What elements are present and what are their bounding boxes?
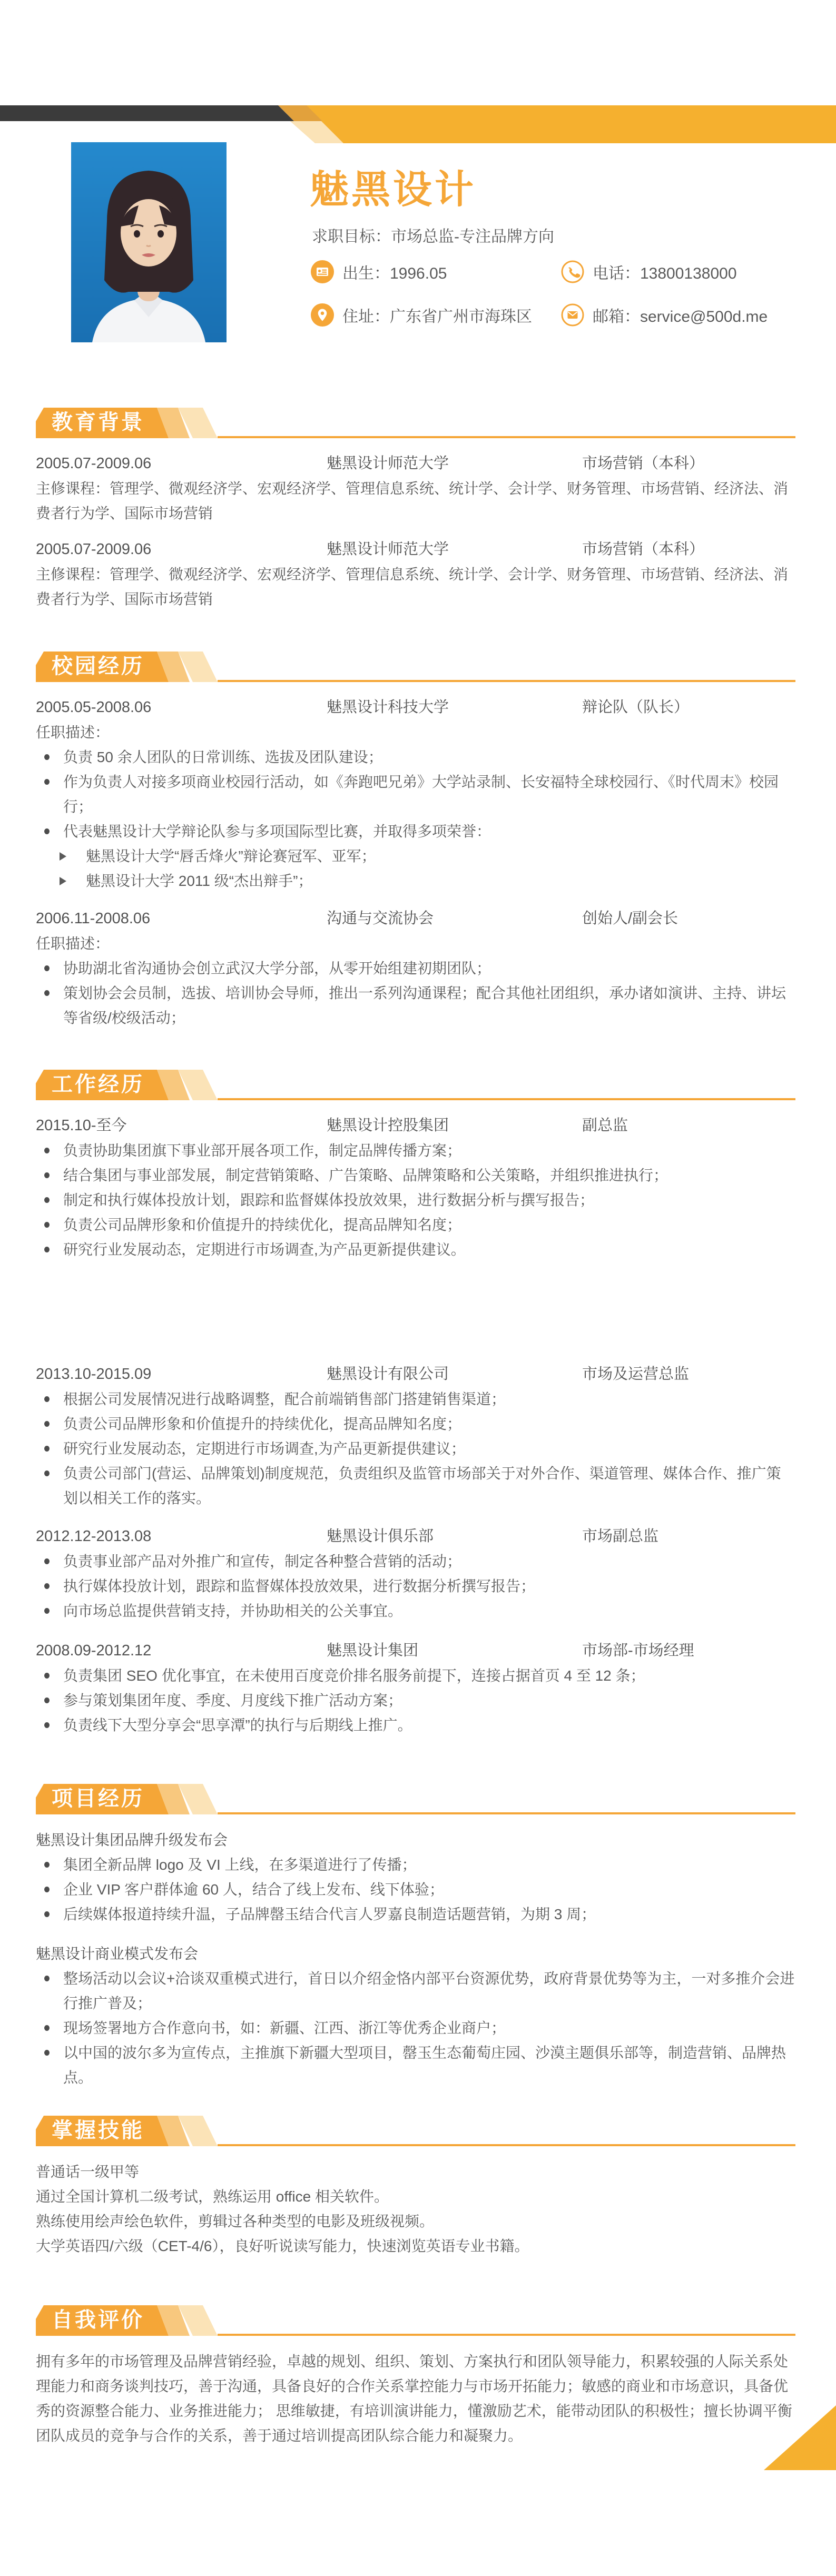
contact-phone-text: 电话：13800138000 [593, 265, 737, 282]
work-company: 魅黑设计集团 [327, 1642, 419, 1659]
banner-underline [218, 680, 795, 682]
contact-birth [311, 260, 561, 283]
work-bullet: 负责事业部产品对外推广和宣传，制定各种整合营销的活动； [36, 1549, 795, 1574]
skill-line: 通过全国计算机二级考试，熟练运用 office 相关软件。 [36, 2188, 389, 2205]
campus-org: 沟通与交流协会 [327, 910, 434, 927]
campus-org: 魅黑设计科技大学 [327, 699, 449, 716]
project-bullet: 企业 VIP 客户群体逾 60 人，结合了线上发布、线下体验； [36, 1877, 795, 1902]
phone-icon [561, 260, 584, 283]
job-objective: 求职目标：市场总监-专注品牌方向 [312, 228, 554, 245]
work-title: 市场部-市场经理 [582, 1642, 694, 1659]
desc-label: 任职描述： [36, 724, 110, 741]
project-bullet: 整场活动以会议+洽谈双重模式进行，首日以介绍金恪内部平台资源优势，政府背景优势等为主，一对多推介会进行推广普及； [36, 1966, 795, 2016]
contact-address-text: 住址：广东省广州市海珠区 [342, 308, 532, 325]
section-banner-skills [36, 2116, 795, 2146]
edu-date: 2005.07-2009.06 [36, 455, 152, 472]
section-title-evaluation: 自我评价 [52, 2308, 144, 2332]
location-icon [311, 303, 334, 327]
work-title: 副总监 [582, 1117, 628, 1134]
campus-sub-bullet: 魅黑设计大学“唇舌烽火”辩论赛冠军、亚军； [36, 844, 795, 868]
work-entry-row [36, 1524, 795, 1549]
work-bullet: 根据公司发展情况进行战略调整，配合前端销售部门搭建销售渠道； [36, 1387, 795, 1412]
projects-content [36, 1814, 795, 2090]
candidate-name: 魅黑设计 [310, 167, 476, 211]
work-company: 魅黑设计控股集团 [327, 1117, 449, 1134]
section-banner-work [36, 1070, 795, 1100]
edu-major: 市场营销（本科） [582, 455, 705, 472]
edu-school: 魅黑设计师范大学 [327, 541, 449, 558]
banner-underline [218, 2144, 795, 2146]
campus-bullet: 策划协会会员制，选拔、培训协会导师，推出一系列沟通课程；配合其他社团组织，承办诸如演讲、主持、讲坛等省级/校级活动； [36, 981, 795, 1030]
section-banner-education [36, 408, 795, 438]
section-banner-evaluation [36, 2305, 795, 2336]
work-entry-row [36, 1113, 795, 1138]
work-title: 市场及运营总监 [582, 1366, 690, 1383]
work-content [36, 1100, 795, 1738]
top-decor-bar [0, 105, 836, 143]
work-bullet: 负责公司品牌形象和价值提升的持续优化，提高品牌知名度； [36, 1212, 795, 1237]
work-bullet: 执行媒体投放计划，跟踪和监督媒体投放效果，进行数据分析撰写报告； [36, 1574, 795, 1598]
section-banner-campus [36, 652, 795, 682]
work-company: 魅黑设计有限公司 [327, 1366, 449, 1383]
campus-bullet: 作为负责人对接多项商业校园行活动，如《奔跑吧兄弟》大学站录制、长安福特全球校园行、《时代周末》校园行； [36, 769, 795, 819]
campus-bullet: 协助湖北省沟通协会创立武汉大学分部，从零开始组建初期团队； [36, 956, 795, 981]
section-title-education: 教育背景 [52, 411, 144, 434]
evaluation-content [36, 2336, 795, 2448]
work-date: 2015.10-至今 [36, 1117, 127, 1134]
skill-line: 熟练使用绘声绘色软件，剪辑过各种类型的电影及班级视频。 [36, 2213, 435, 2229]
skill-line: 普通话一级甲等 [36, 2164, 140, 2180]
work-date: 2008.09-2012.12 [36, 1642, 152, 1659]
banner-underline [218, 1812, 795, 1814]
work-bullet: 研究行业发展动态，定期进行市场调查,为产品更新提供建议； [36, 1436, 795, 1461]
edu-school: 魅黑设计师范大学 [327, 455, 449, 472]
campus-sub-bullet: 魅黑设计大学 2011 级“杰出辩手”； [36, 868, 795, 893]
mail-icon [561, 303, 584, 327]
work-entry-row [36, 1639, 795, 1663]
work-bullet: 负责公司品牌形象和价值提升的持续优化，提高品牌知名度； [36, 1412, 795, 1436]
banner-underline [218, 2334, 795, 2336]
project-bullet: 集团全新品牌 logo 及 VI 上线，在多渠道进行了传播； [36, 1852, 795, 1877]
contact-birth-text: 出生：1996.05 [342, 265, 447, 282]
campus-date: 2005.05-2008.06 [36, 699, 152, 716]
banner-underline [218, 436, 795, 438]
campus-bullet: 负责 50 余人团队的日常训练、选拔及团队建设； [36, 745, 795, 769]
work-date: 2012.12-2013.08 [36, 1528, 152, 1545]
campus-role: 辩论队（队长） [582, 699, 690, 716]
edu-major: 市场营销（本科） [582, 541, 705, 558]
profile-photo [71, 142, 227, 342]
section-title-projects: 项目经历 [52, 1787, 144, 1810]
education-entry-row [36, 451, 795, 476]
skills-content [36, 2146, 795, 2258]
campus-entry-row [36, 695, 795, 720]
contact-grid [311, 260, 768, 327]
project-bullet: 后续媒体报道持续升温，子品牌罄玉结合代言人罗嘉良制造话题营销，为期 3 周； [36, 1902, 795, 1927]
section-title-campus: 校园经历 [52, 655, 144, 678]
campus-entry-row [36, 906, 795, 931]
education-content [36, 438, 795, 611]
project-name: 魅黑设计集团品牌升级发布会 [36, 1832, 228, 1848]
work-bullet: 结合集团与事业部发展，制定营销策略、广告策略、品牌策略和公关策略，并组织推进执行； [36, 1163, 795, 1188]
desc-label: 任职描述： [36, 935, 110, 952]
contact-address [311, 303, 561, 327]
work-title: 市场副总监 [582, 1528, 659, 1545]
project-bullet: 现场签署地方合作意向书，如：新疆、江西、浙江等优秀企业商户； [36, 2016, 795, 2040]
campus-content [36, 682, 795, 1030]
banner-underline [218, 1098, 795, 1100]
work-bullet: 负责公司部门(营运、品牌策划)制度规范，负责组织及监管市场部关于对外合作、渠道管理、媒体合作、推广策划以相关工作的落实。 [36, 1461, 795, 1511]
work-bullet: 负责集团 SEO 优化事宜，在未使用百度竞价排名服务前提下，连接占据首页 4 至 12 条； [36, 1663, 795, 1688]
skill-line: 大学英语四/六级（CET-4/6），良好听说读写能力，快速浏览英语专业书籍。 [36, 2238, 529, 2254]
section-title-skills: 掌握技能 [52, 2119, 144, 2142]
campus-date: 2006.11-2008.06 [36, 910, 151, 927]
work-date: 2013.10-2015.09 [36, 1366, 152, 1383]
work-entry-row [36, 1362, 795, 1387]
contact-email [561, 303, 768, 327]
work-bullet: 负责线下大型分享会“思享潭”的执行与后期线上推广。 [36, 1713, 795, 1738]
campus-role: 创始人/副会长 [582, 910, 678, 927]
work-bullet: 向市场总监提供营销支持，并协助相关的公关事宜。 [36, 1598, 795, 1623]
evaluation-paragraph: 拥有多年的市场管理及品牌营销经验，卓越的规划、组织、策划、方案执行和团队领导能力，积累较强的人际关系处理能力和商务谈判技巧，善于沟通，具备良好的合作关系掌控能力与市场开拓能力；敏感的商业和市场意识，具备优秀的资源整合能力、业务推进能力； 思维敏捷，有培训演讲能力，懂激励艺术，能带动团队的积极性；擅长协调平衡团队成员的竞争与合作的关系，善于通过培训提高团队综合能力和凝聚力。 [36, 2353, 792, 2444]
section-banner-projects [36, 1784, 795, 1814]
project-bullet: 以中国的波尔多为宣传点，主推旗下新疆大型项目，罄玉生态葡萄庄园、沙漠主题俱乐部等，制造营销、品牌热点。 [36, 2040, 795, 2090]
work-bullet: 负责协助集团旗下事业部开展各项工作，制定品牌传播方案； [36, 1138, 795, 1163]
section-title-work: 工作经历 [52, 1073, 144, 1096]
work-company: 魅黑设计俱乐部 [327, 1528, 434, 1545]
work-bullet: 参与策划集团年度、季度、月度线下推广活动方案； [36, 1688, 795, 1713]
edu-date: 2005.07-2009.06 [36, 541, 152, 558]
project-name: 魅黑设计商业模式发布会 [36, 1946, 199, 1962]
id-card-icon [311, 260, 334, 283]
work-bullet: 制定和执行媒体投放计划，跟踪和监督媒体投放效果，进行数据分析与撰写报告； [36, 1188, 795, 1212]
work-bullet: 研究行业发展动态，定期进行市场调查,为产品更新提供建议。 [36, 1237, 795, 1262]
education-entry-row [36, 537, 795, 562]
edu-courses: 主修课程：管理学、微观经济学、宏观经济学、管理信息系统、统计学、会计学、财务管理、市场营销、经济法、消费者行为学、国际市场营销 [36, 480, 789, 521]
contact-phone [561, 260, 768, 283]
campus-bullet: 代表魅黑设计大学辩论队参与多项国际型比赛，并取得多项荣誉： [36, 819, 795, 844]
edu-courses: 主修课程：管理学、微观经济学、宏观经济学、管理信息系统、统计学、会计学、财务管理、市场营销、经济法、消费者行为学、国际市场营销 [36, 566, 789, 607]
contact-email-text: 邮箱：service@500d.me [593, 308, 768, 325]
